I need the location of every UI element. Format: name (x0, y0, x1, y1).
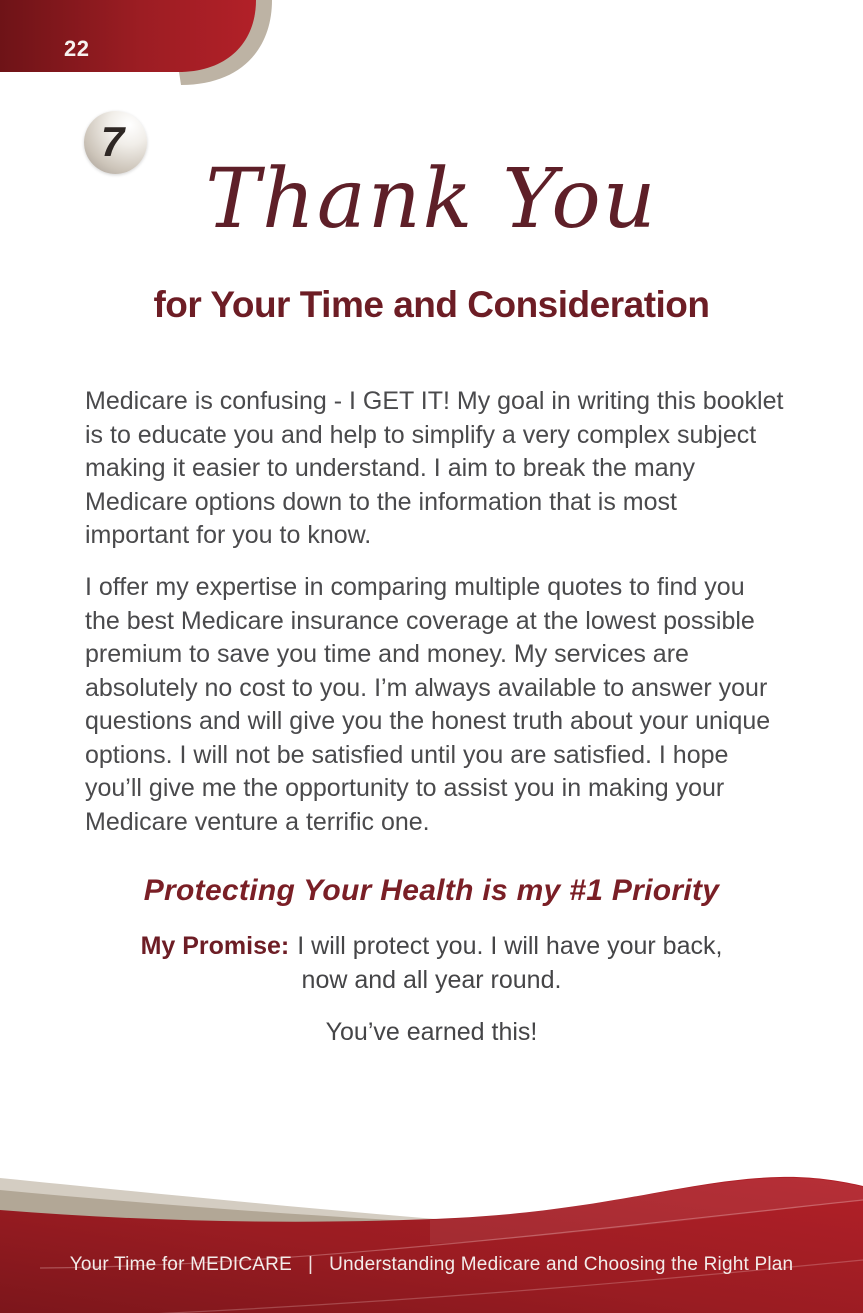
footer-booklet-subtitle: Understanding Medicare and Choosing the Right Plan (329, 1254, 794, 1275)
promise-line-1 (0, 932, 863, 961)
page-footer (0, 1148, 863, 1313)
promise-line-2: now and all year round. (301, 966, 562, 994)
footer-wave (0, 1148, 863, 1313)
footer-separator: | (307, 1254, 314, 1275)
page-number: 22 (64, 36, 90, 61)
section-number: 7 (100, 117, 125, 165)
promise-text: I will protect you. I will have your back, (297, 932, 723, 960)
page-header-ribbon (0, 0, 300, 100)
thank-you-script-title: Thank You (205, 152, 658, 247)
body-paragraph-1: Medicare is confusing - I GET IT! My goal in writing this booklet is to educate you and help to simplify a very complex subject making it easier to understand. I aim to break the many Medicare options down to the information that is most important for you to know. (85, 387, 784, 549)
promise-label: My Promise: (140, 932, 290, 960)
body-paragraph-2: I offer my expertise in comparing multiple quotes to find you the best Medicare insurance coverage at the lowest possible premium to save you time and money. My services are absolutely no cost to you. I’m always available to answer your questions and will give you the honest truth about your unique options. I will not be satisfied until you are satisfied. I hope you’ll give me the opportunity to assist you in making your Medicare venture a terrific one. (85, 573, 771, 836)
footer-booklet-title: Your Time for MEDICARE (69, 1254, 292, 1275)
closing-line: You’ve earned this! (325, 1018, 538, 1046)
priority-heading: Protecting Your Health is my #1 Priority (143, 874, 720, 907)
footer-text (0, 1254, 863, 1276)
ribbon-red-shape (0, 0, 256, 72)
page-subtitle: for Your Time and Consideration (153, 284, 710, 325)
ribbon-shape (0, 0, 300, 100)
